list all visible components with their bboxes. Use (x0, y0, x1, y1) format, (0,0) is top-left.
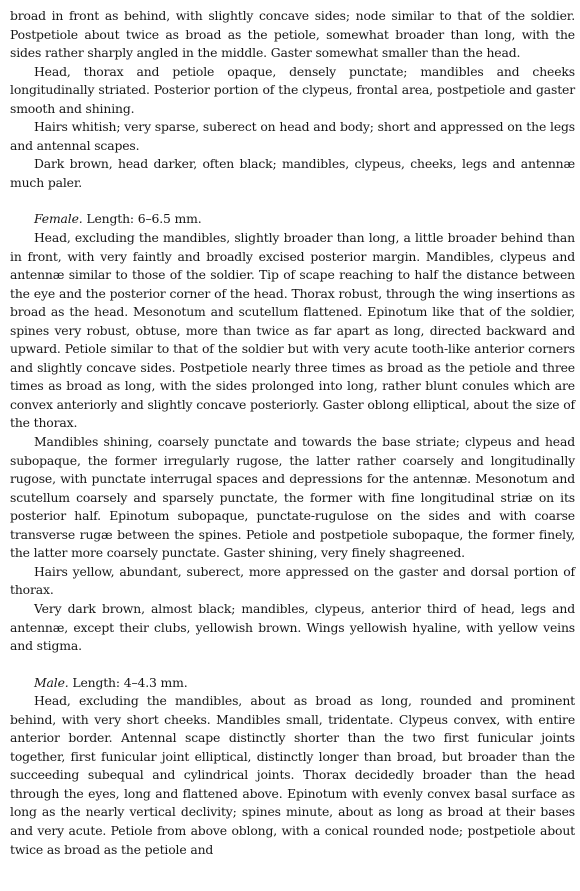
length-label: Length: (72, 674, 120, 690)
body-paragraph: Head, excluding the mandibles, about as broad as long, rounded and prominent behind, with very short cheeks. Mandibles small, tridentate. Clypeus convex, with entire anterior border. Antennal scape distinctly shorter than the two first funicular joints together, first funicular joint elliptical, distinctly longer than broad, but broader than the succeeding subequal and cylindrical joints. Thorax decidedly broader than the head through the eyes, long and flattened above. Epinotum with evenly convex basal surface as long as the nearly vertical declivity; spines minute, about as long as broad at their bases and very acute. Petiole from above oblong, with a conical rounded node; postpetiole about twice as broad as the petiole and (10, 693, 575, 857)
length-label: Length: (86, 211, 134, 227)
body-paragraph: Very dark brown, almost black; mandibles, clypeus, anterior third of head, legs and antennæ, except their clubs, yellowish brown. Wings yellowish hyaline, with yellow veins and stigma. (10, 600, 575, 654)
section-heading-female (10, 210, 575, 229)
intro-section (10, 7, 575, 192)
body-paragraph: Head, thorax and petiole opaque, densely punctate; mandibles and cheeks longitudinally striated. Posterior portion of the clypeus, frontal area, postpetiole and gaster smooth and shining. (10, 63, 575, 116)
body-paragraph: Hairs whitish; very sparse, suberect on head and body; short and appressed on the legs and antennal scapes. (10, 119, 575, 153)
body-paragraph: broad in front as behind, with slightly concave sides; node similar to that of the soldier. Postpetiole about twice as broad as the petiole, somewhat broader than long, with the sides rather sharply angled in the middle. Gaster somewhat smaller than the head. (10, 8, 575, 61)
caste-label: Male. (34, 674, 69, 690)
body-paragraph: Hairs yellow, abundant, suberect, more appressed on the gaster and dorsal portion of thorax. (10, 563, 575, 598)
body-paragraph: Head, excluding the mandibles, slightly broader than long, a little broader behind than in front, with very faintly and broadly excised posterior margin. Mandibles, clypeus and antennæ similar to those of the soldier. Tip of scape reaching to half the distance between the eye and the posterior corner of the head. Thorax robust, through the wing insertions as broad as the head. Mesonotum and scutellum flattened. Epinotum like that of the soldier, spines very robust, obtuse, more than twice as far apart as long, directed backward and upward. Petiole similar to that of the soldier but with very acute tooth-like anterior corners and slightly concave sides. Postpetiole nearly three times as broad as the petiole and three times as broad as long, with the sides prolonged into long, rather blunt conules which are convex anteriorly and slightly concave posteriorly. Gaster oblong elliptical, about the size of the thorax. (10, 230, 575, 431)
section-heading-male (10, 674, 575, 693)
body-paragraph: Dark brown, head darker, often black; mandibles, clypeus, cheeks, legs and antennæ much paler. (10, 156, 575, 190)
male-section (10, 674, 575, 859)
female-section (10, 210, 575, 655)
caste-label: Female. (34, 211, 83, 227)
length-value: 6–6.5 mm. (137, 211, 202, 227)
length-value: 4–4.3 mm. (123, 674, 188, 690)
body-paragraph: Mandibles shining, coarsely punctate and towards the base striate; clypeus and head subopaque, the former irregularly rugose, the latter rather coarsely and longitudinally rugose, with punctate interrugal spaces and depressions for the antennæ. Mesonotum and scutellum coarsely and sparsely punctate, the former with fine longitudinal striæ on its posterior half. Epinotum subopaque, punctate-rugulose on the sides and with coarse transverse rugæ between the spines. Petiole and postpetiole subopaque, the former finely, the latter more coarsely punctate. Gaster shining, very finely shagreened. (10, 434, 575, 561)
